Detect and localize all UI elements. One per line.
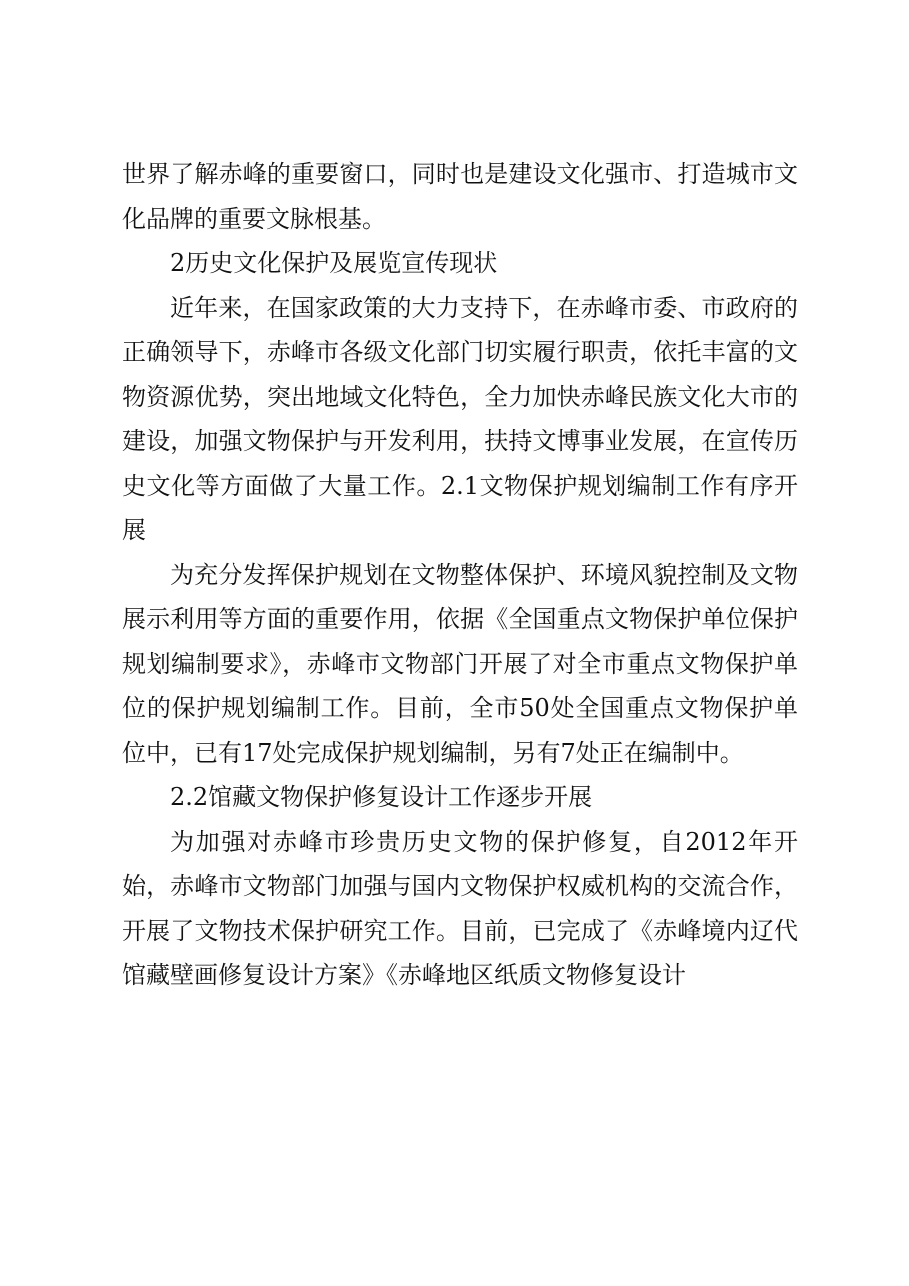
paragraph-recent-years: 近年来，在国家政策的大力支持下，在赤峰市委、市政府的正确领导下，赤峰市各级文化部门切实履行职责，依托丰富的文物资源优势，突出地域文化特色，全力加快赤峰民族文化大市的建设，加强文物保护与开发利用，扶持文博事业发展，在宣传历史文化等方面做了大量工作。2.1文物保护规划编制工作有序开展 (122, 293, 798, 544)
section-heading-2: 2历史文化保护及展览宣传现状 (170, 249, 498, 277)
paragraph-protection-planning: 为充分发挥保护规划在文物整体保护、环境风貌控制及文物展示利用等方面的重要作用，依据《全国重点文物保护单位保护规划编制要求》，赤峰市文物部门开展了对全市重点文物保护单位的保护规划编制工作。目前，全市50处全国重点文物保护单位中，已有17处完成保护规划编制，另有7处正在编制中。 (122, 560, 798, 767)
section-heading-2-2: 2.2馆藏文物保护修复设计工作逐步开展 (170, 783, 593, 811)
paragraph-restoration-design: 为加强对赤峰市珍贵历史文物的保护修复，自2012年开始，赤峰市文物部门加强与国内文物保护权威机构的交流合作，开展了文物技术保护研究工作。目前，已完成了《赤峰境内辽代馆藏壁画修复设计方案》《赤峰地区纸质文物修复设计 (122, 827, 798, 989)
paragraph-continuation: 世界了解赤峰的重要窗口，同时也是建设文化强市、打造城市文化品牌的重要文脉根基。 (122, 160, 798, 233)
document-body (122, 152, 798, 998)
